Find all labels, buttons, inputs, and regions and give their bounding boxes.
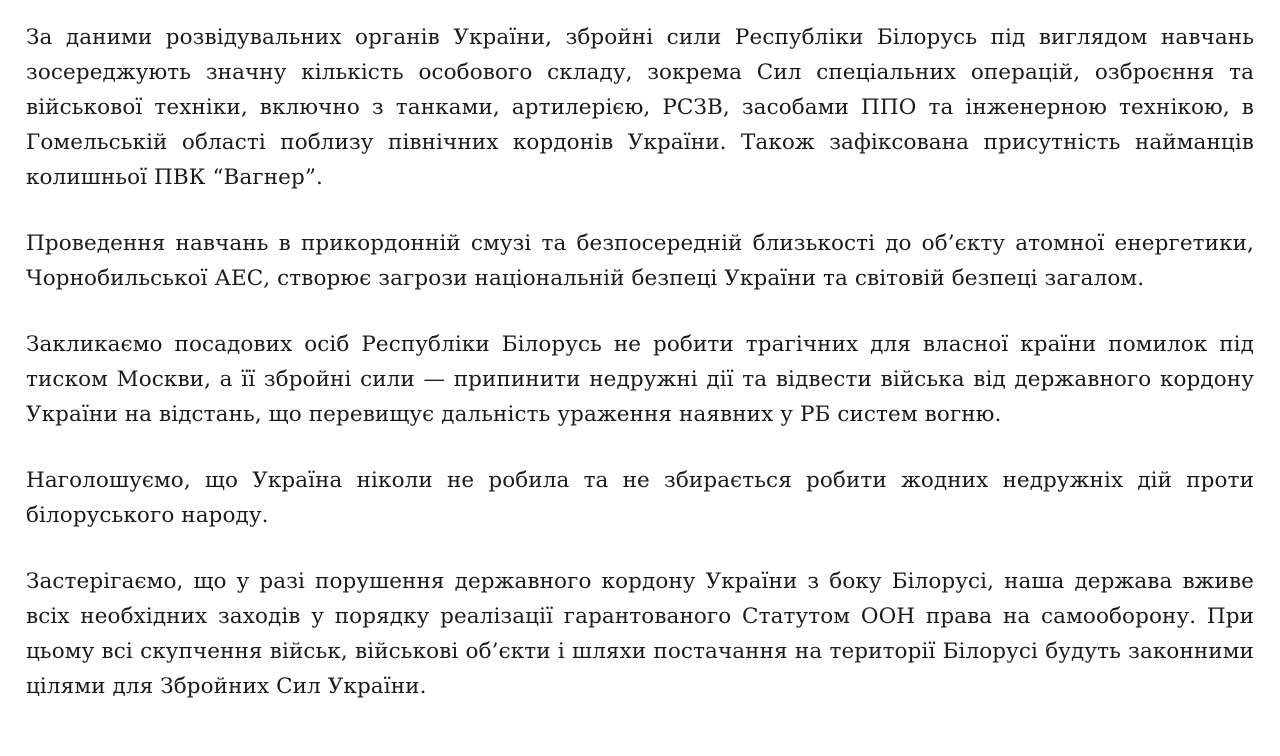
paragraph-chornobyl-threat: Проведення навчань в прикордонній смузі та безпосередній близькості до об’єкту атомної енергетики, Чорнобильської АЕС, створює загрози національній безпеці України та світовій безпеці загалом.	[26, 231, 1254, 292]
paragraph-no-hostile-actions: Наголошуємо, що Україна ніколи не робила та не збирається робити жодних недружніх дій проти білоруського народу.	[26, 468, 1254, 529]
paragraph-warning-self-defence: Застерігаємо, що у разі порушення державного кордону України з боку Білорусі, наша держава вживе всіх необхідних заходів у порядку реалізації гарантованого Статутом ООН права на самооборону. При цьому всі скупчення військ, військові об’єкти і шляхи постачання на території Білорусі будуть законними цілями для Збройних Сил України.	[26, 569, 1254, 700]
paragraph-intelligence-report: За даними розвідувальних органів України, збройні сили Республіки Білорусь під виглядом навчань зосереджують значну кількість особового складу, зокрема Сил спеціальних операцій, озброєння та військової техніки, включно з танками, артилерією, РСЗВ, засобами ППО та інженерною технікою, в Гомельській області поблизу північних кордонів України. Також зафіксована присутність найманців колишньої ПВК “Вагнер”.	[26, 25, 1254, 191]
paragraph-appeal-to-officials: Закликаємо посадових осіб Республіки Білорусь не робити трагічних для власної країни помилок під тиском Москви, а її збройні сили — припинити недружні дії та відвести війська від державного кордону України на відстань, що перевищує дальність ураження наявних у РБ систем вогню.	[26, 332, 1254, 428]
